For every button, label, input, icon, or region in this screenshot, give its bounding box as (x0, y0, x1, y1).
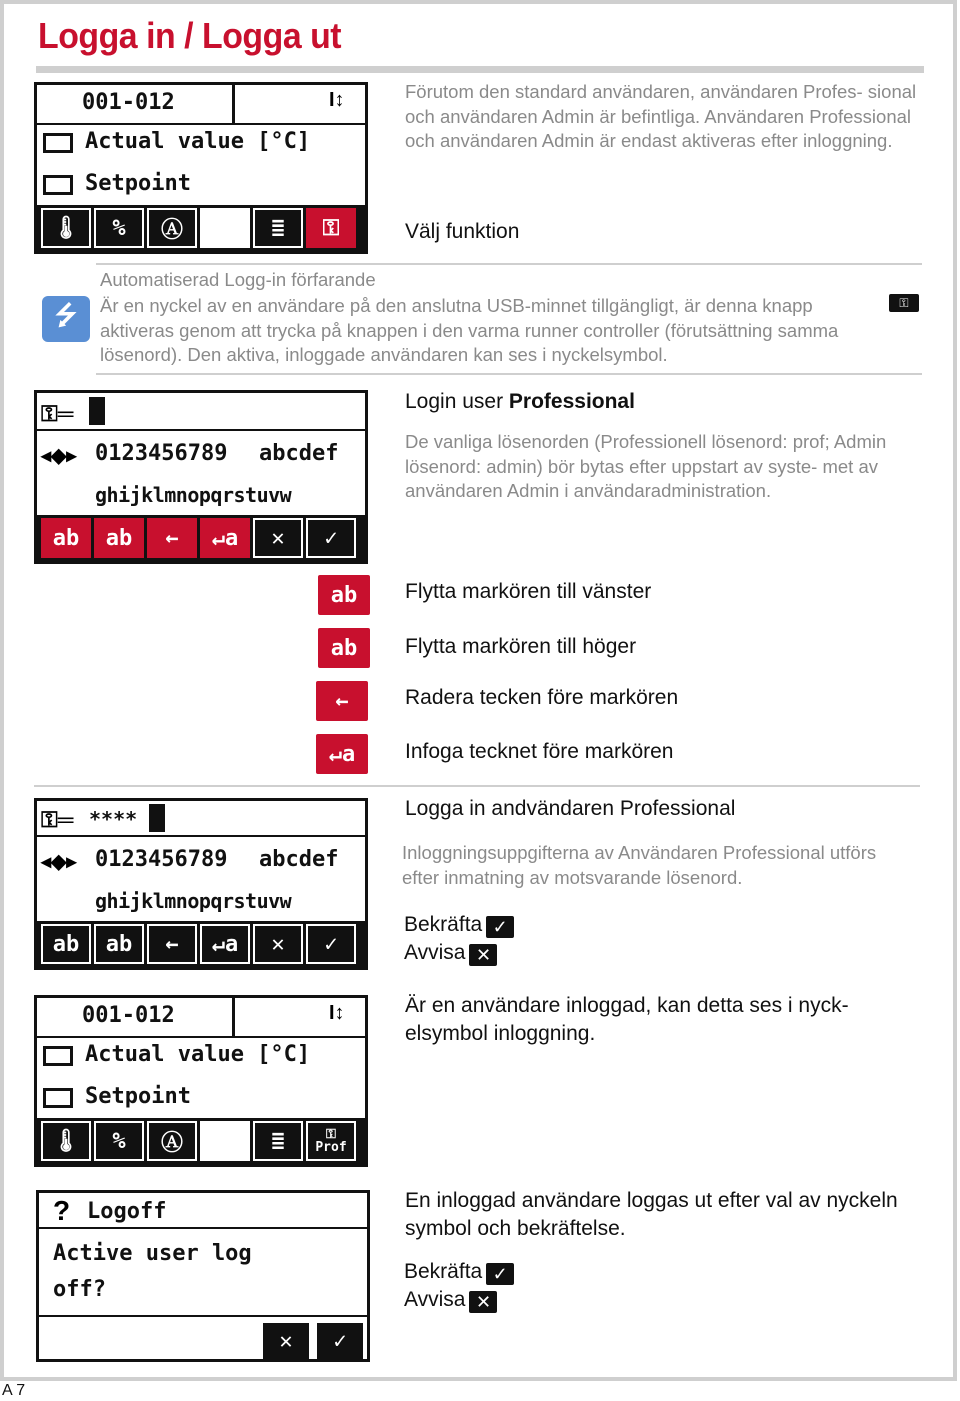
io-icon: I↕ (329, 89, 345, 111)
lcd-main-screen (34, 82, 368, 254)
letters-row-1: abcdef (259, 847, 339, 872)
thermometer-button[interactable]: 🌡 (41, 1121, 91, 1161)
lcd-actual-value: Actual value [°C] (85, 1042, 311, 1067)
cursor-right-button[interactable]: ab (94, 518, 144, 558)
lcd-actual-value: Actual value [°C] (85, 129, 311, 154)
login-user-prefix: Login user (405, 390, 509, 413)
cursor-right-icon: ab (318, 628, 370, 668)
logged-in-text: Är en användare inloggad, kan detta ses i nyck- elsymbol inloggning. (405, 994, 849, 1045)
cursor-right-button[interactable]: ab (94, 924, 144, 964)
checkmark-icon: ✓ (486, 916, 514, 938)
lcd-setpoint: Setpoint (85, 171, 191, 196)
button-spacer (200, 208, 250, 248)
percent-button[interactable]: % (94, 1121, 144, 1161)
select-function-label: Välj funktion (405, 220, 520, 243)
key-icon: ⚿ (889, 294, 919, 312)
thermometer-button[interactable]: 🌡 (41, 208, 91, 248)
setpoint-icon (43, 1088, 73, 1108)
question-icon: ? (53, 1195, 71, 1226)
checkmark-icon: ✓ (486, 1263, 514, 1285)
auto-login-text: Är en nyckel av en användare på den anslutna USB-minnet tillgängligt, är denna knapp aktiveras genom att trycka på knappen i den varma runner controller (förutsättning samma lösenord). Den aktiva, inloggade användaren kan ses i nyckelsymbol. (100, 295, 839, 365)
lcd-logoff-screen (36, 1190, 370, 1362)
page-title: Logga in / Logga ut (38, 15, 342, 56)
lcd-setpoint: Setpoint (85, 1084, 191, 1109)
cross-icon: ✕ (469, 944, 497, 966)
actual-value-icon (43, 1046, 73, 1066)
alarm-button[interactable]: Ⓐ (147, 208, 197, 248)
reject-line (404, 1286, 497, 1314)
menu-button[interactable]: ≣ (253, 208, 303, 248)
insert-button[interactable]: ↵a (200, 924, 250, 964)
reject-button[interactable]: ✕ (261, 1321, 311, 1361)
logoff-line-2: off? (53, 1277, 106, 1302)
title-rule (36, 66, 924, 73)
io-icon: I↕ (329, 1002, 345, 1024)
confirm-line (404, 1258, 514, 1286)
digits-row: 0123456789 (95, 441, 228, 466)
divider (34, 785, 920, 787)
digits-row: 0123456789 (95, 847, 228, 872)
login-prof-text: Inloggningsuppgifterna av Användaren Professional utförs efter inmatning av motsvarande lösenord. (402, 842, 877, 888)
confirm-label: Bekräfta (404, 1260, 483, 1283)
percent-button[interactable]: % (94, 208, 144, 248)
lcd-password-masked-screen (34, 798, 368, 970)
navigation-pad-icon: ◂◆▸ (41, 445, 77, 467)
confirm-button[interactable]: ✓ (306, 518, 356, 558)
auto-login-heading: Automatiserad Logg-in förfarande (100, 269, 376, 290)
login-user-bold: Professional (508, 390, 635, 413)
cursor-left-icon: ab (318, 575, 370, 615)
letters-row-2: ghijklmnopqrstuvw (95, 483, 292, 507)
confirm-line (404, 911, 514, 939)
prof-label: Prof (315, 1140, 347, 1155)
logout-text: En inloggad användare loggas ut efter val av nyckeln symbol och bekräftelse. (405, 1189, 898, 1240)
prof-key-button[interactable]: ⚿ Prof (306, 1121, 356, 1161)
confirm-label: Bekräfta (404, 913, 483, 936)
menu-button[interactable]: ≣ (253, 1121, 303, 1161)
lcd-password-screen (34, 390, 368, 564)
key-icon: ⚿═ (41, 807, 74, 832)
text-cursor (149, 804, 165, 832)
lcd-main-buttons (37, 205, 365, 251)
backspace-button[interactable]: ← (147, 518, 197, 558)
cross-icon: ✕ (469, 1291, 497, 1313)
lcd-main-buttons (37, 1118, 365, 1164)
logoff-line-1: Active user log (53, 1241, 252, 1266)
intro-text: Förutom den standard användaren, användaren Profes- sional och användaren Admin är befintliga. Användaren Professional och användaren Admin är endast aktiveras efter inloggning. (405, 81, 917, 151)
insert-icon: ↵a (316, 734, 368, 774)
password-mask: **** (89, 807, 138, 831)
letters-row-1: abcdef (259, 441, 339, 466)
reject-button[interactable]: ✕ (253, 924, 303, 964)
reject-label: Avvisa (404, 1288, 466, 1311)
button-spacer (200, 1121, 250, 1161)
backspace-icon: ← (316, 681, 368, 721)
key-login-button[interactable]: ⚿ (306, 208, 356, 248)
confirm-button[interactable]: ✓ (315, 1321, 365, 1361)
action-label-2: Flytta markören till höger (405, 635, 637, 658)
lcd-masked-buttons (37, 921, 365, 967)
text-cursor (89, 397, 105, 425)
logoff-title: Logoff (87, 1199, 167, 1224)
reject-label: Avvisa (404, 941, 466, 964)
lcd-password-buttons (37, 515, 365, 561)
actual-value-icon (43, 133, 73, 153)
insert-button[interactable]: ↵a (200, 518, 250, 558)
navigation-pad-icon: ◂◆▸ (41, 851, 77, 873)
password-text: De vanliga lösenorden (Professionell lösenord: prof; Admin lösenord: admin) bör bytas efter uppstart av syste- met av användaren Admin i användaradministration. (405, 431, 887, 501)
action-label-4: Infoga tecknet före markören (405, 740, 674, 763)
login-user-label (405, 388, 635, 416)
divider (96, 373, 922, 375)
cursor-left-button[interactable]: ab (41, 518, 91, 558)
backspace-button[interactable]: ← (147, 924, 197, 964)
usb-icon: ⭍ (42, 296, 90, 342)
alarm-button[interactable]: Ⓐ (147, 1121, 197, 1161)
lcd-range: 001-012 (82, 1003, 175, 1028)
action-label-3: Radera tecken före markören (405, 686, 679, 709)
lcd-main-screen-logged-in (34, 995, 368, 1167)
page-number: A 7 (2, 1382, 26, 1399)
cursor-left-button[interactable]: ab (41, 924, 91, 964)
letters-row-2: ghijklmnopqrstuvw (95, 889, 292, 913)
divider (96, 263, 922, 265)
key-icon: ⚿═ (41, 401, 74, 426)
action-label-1: Flytta markören till vänster (405, 580, 652, 603)
setpoint-icon (43, 175, 73, 195)
login-prof-heading: Logga in andvändaren Professional (405, 797, 736, 820)
reject-line (404, 939, 497, 967)
lcd-range: 001-012 (82, 90, 175, 115)
confirm-button[interactable]: ✓ (306, 924, 356, 964)
reject-button[interactable]: ✕ (253, 518, 303, 558)
